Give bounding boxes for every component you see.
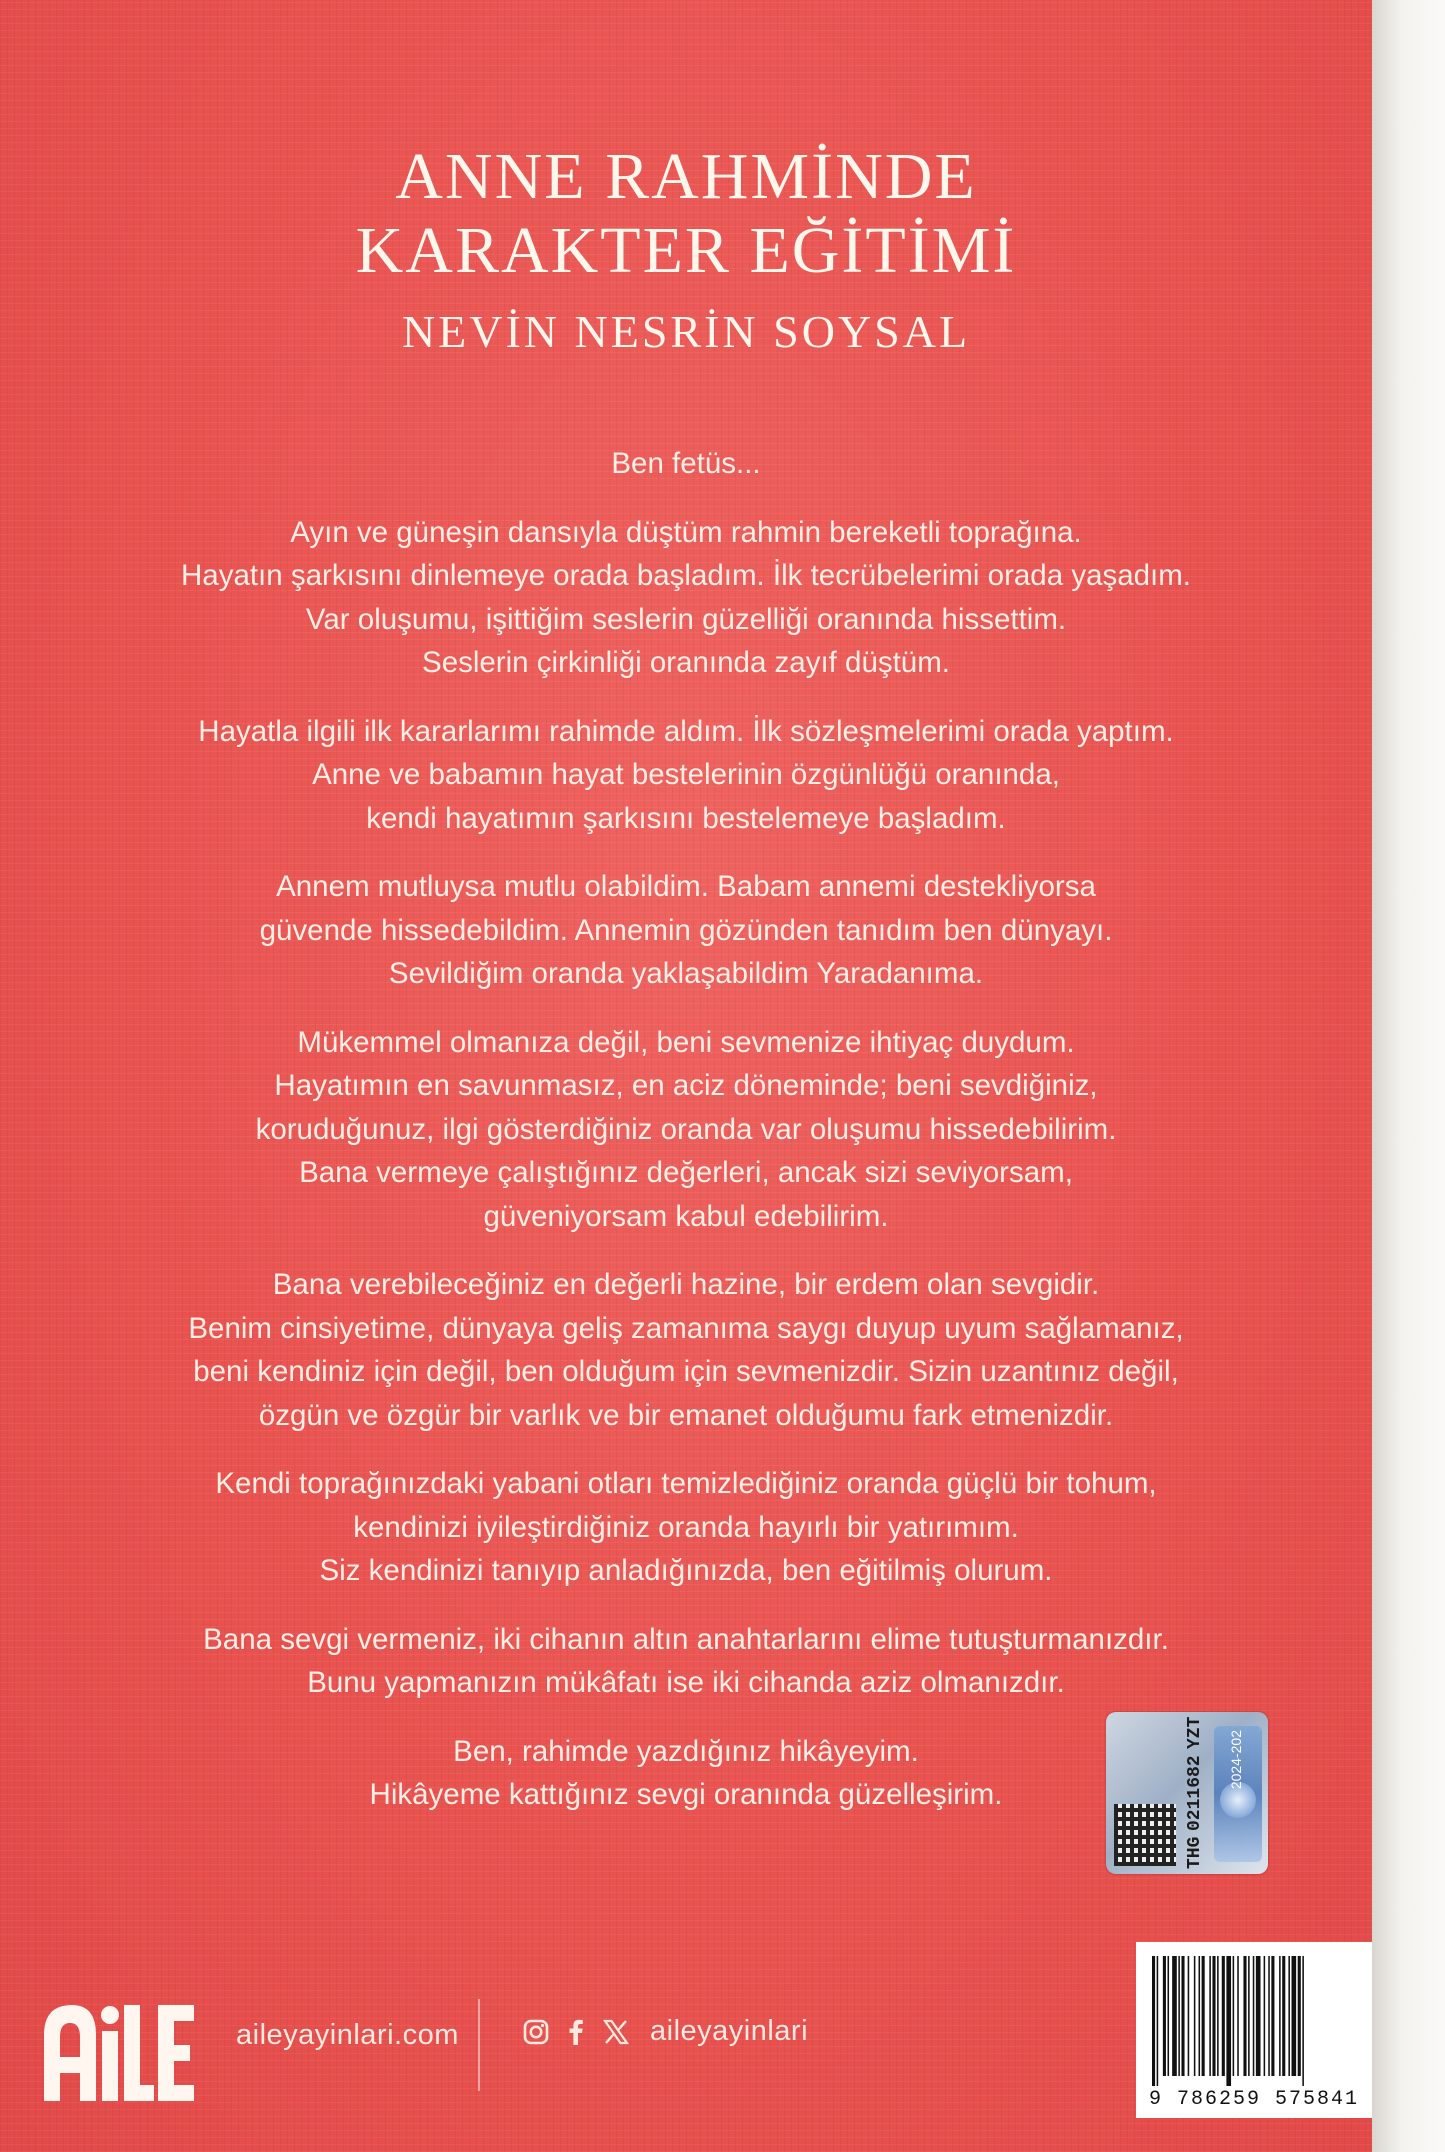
blurb-line: Bana verebileceğiniz en değerli hazine, bir erdem olan sevgidir. <box>272 1268 1100 1301</box>
barcode-bar <box>1271 1956 1274 2076</box>
instagram-icon[interactable] <box>522 2018 550 2046</box>
blurb-paragraph <box>0 1618 1372 1705</box>
blurb-paragraph <box>0 1263 1372 1437</box>
sticker-code-line-3: YZT <box>1185 1716 1205 1750</box>
barcode-bar <box>1226 1956 1231 2086</box>
isbn-number: 9 786259 575841 <box>1148 2088 1360 2111</box>
footer <box>0 1985 1136 2115</box>
barcode-bar <box>1282 1956 1285 2076</box>
blurb-line: Hayatla ilgili ilk kararlarımı rahimde aldım. İlk sözleşmelerimi orada yaptım. <box>198 714 1174 748</box>
blurb-paragraph <box>0 1021 1372 1239</box>
barcode-bar <box>1264 1956 1266 2076</box>
sticker-seal-text: 2024-202 <box>1228 1730 1244 1790</box>
blurb-line: Anne ve babamın hayat bestelerinin özgünlüğü oranında, <box>312 758 1060 791</box>
blurb-line: koruduğunuz, ilgi gösterdiğiniz oranda var oluşumu hissedebilirim. <box>255 1112 1117 1146</box>
aile-logo-icon <box>40 1995 196 2105</box>
blurb-line: Sevildiğim oranda yaklaşabildim Yaradanıma. <box>388 957 984 990</box>
blurb-paragraph <box>0 442 1372 486</box>
blurb-line: Annem mutluysa mutlu olabildim. Babam annemi destekliyorsa <box>276 870 1096 903</box>
barcode-bar <box>1298 1956 1301 2076</box>
barcode-bar <box>1172 1956 1177 2076</box>
blurb-line: Ben fetüs... <box>611 447 761 480</box>
blurb-paragraph <box>0 511 1372 685</box>
blurb-line: Hayatın şarkısını dinlemeye orada başladım. İlk tecrübelerimi orada yaşadım. <box>180 559 1191 592</box>
blurb-text <box>0 442 1372 1842</box>
barcode-bar <box>1188 1956 1190 2076</box>
blurb-line: Hayatımın en savunmasız, en aciz döneminde; beni sevdiğiniz, <box>274 1069 1098 1102</box>
barcode-bar <box>1222 1956 1225 2076</box>
barcode-bar <box>1233 1956 1235 2076</box>
blurb-line: güveniyorsam kabul edebilirim. <box>483 1199 889 1233</box>
barcode-bar <box>1209 1956 1211 2076</box>
barcode-bar <box>1253 1956 1255 2076</box>
barcode-bar <box>1212 1956 1215 2076</box>
barcode-bar <box>1181 1956 1184 2076</box>
blurb-line: kendi hayatımın şarkısını bestelemeye başladım. <box>366 801 1006 835</box>
barcode-bar <box>1202 1956 1205 2076</box>
barcode-bar <box>1248 1956 1250 2076</box>
blurb-line: Seslerin çirkinliği oranında zayıf düştüm. <box>422 646 950 679</box>
blurb-line: kendinizi iyileştirdiğiniz oranda hayırlı bir yatırımım. <box>353 1510 1019 1544</box>
blurb-line: Siz kendinizi tanıyıp anladığınızda, ben eğitilmiş olurum. <box>319 1554 1053 1587</box>
barcode-bar <box>1243 1956 1246 2076</box>
blurb-line: özgün ve özgür bir varlık ve bir emanet olduğumu fark etmenizdir. <box>258 1398 1114 1432</box>
barcode-bar <box>1199 1956 1201 2076</box>
blurb-line: Benim cinsiyetime, dünyaya geliş zamanıma saygı duyup uyum sağlamanız, <box>188 1311 1184 1345</box>
barcode-bar <box>1268 1956 1270 2076</box>
blurb-line: Kendi toprağınızdaki yabani otları temizlediğiniz oranda güçlü bir tohum, <box>215 1467 1157 1500</box>
blurb-paragraph <box>0 1462 1372 1593</box>
author-name: NEVİN NESRİN SOYSAL <box>401 306 971 357</box>
social-handle[interactable]: aileyayinlari <box>650 2015 809 2047</box>
blurb-line: Mükemmel olmanıza değil, beni sevmenize ihtiyaç duydum. <box>297 1025 1075 1059</box>
website-link[interactable]: aileyayinlari.com <box>236 2019 459 2051</box>
book-title-line-2: KARAKTER EĞİTİMİ <box>355 214 1017 287</box>
blurb-line: Bunu yapmanızın mükâfatı ise iki cihanda aziz olmanızdır. <box>307 1666 1065 1699</box>
qr-code-icon <box>1114 1804 1176 1866</box>
footer-divider <box>478 1999 480 2091</box>
barcode-bar <box>1302 1956 1304 2086</box>
social-links <box>522 2015 808 2048</box>
blurb-line: Var oluşumu, işittiğim seslerin güzelliği oranında hissettim. <box>305 602 1067 636</box>
hologram-sticker <box>1106 1712 1268 1874</box>
sticker-code <box>1180 1718 1210 1868</box>
barcode-bar <box>1157 1956 1159 2086</box>
page-edge <box>1372 0 1445 2152</box>
barcode-bar <box>1288 1956 1290 2076</box>
book-title-line-1: ANNE RAHMİNDE <box>395 140 977 213</box>
barcode-bar <box>1292 1956 1297 2076</box>
barcode-bar <box>1168 1956 1170 2076</box>
blurb-line: Ben, rahimde yazdığınız hikâyeyim. <box>453 1734 919 1768</box>
isbn-barcode <box>1136 1942 1372 2118</box>
blurb-line: Bana vermeye çalıştığınız değerleri, ancak sizi seviyorsam, <box>299 1156 1073 1189</box>
blurb-line: Ayın ve güneşin dansıyla düştüm rahmin bereketli toprağına. <box>290 515 1082 549</box>
facebook-icon[interactable] <box>562 2018 590 2046</box>
blurb-line: güvende hissedebildim. Annemin gözünden tanıdım ben dünyayı. <box>259 913 1113 947</box>
sticker-code-line-1: THG <box>1185 1836 1205 1870</box>
barcode-bar <box>1256 1956 1261 2076</box>
barcode-bar <box>1152 1956 1155 2086</box>
barcode-bar <box>1163 1956 1166 2076</box>
blurb-paragraph <box>0 865 1372 996</box>
barcode-bar <box>1194 1956 1196 2076</box>
barcode-bar <box>1217 1956 1219 2076</box>
sticker-code-line-2: 0211682 <box>1185 1755 1205 1831</box>
logo-text: AİLE <box>40 1995 43 1996</box>
blurb-line: Hikâyeme kattığınız sevgi oranında güzelleşirim. <box>369 1778 1003 1811</box>
blurb-line: beni kendiniz için değil, ben olduğum için sevmenizdir. Sizin uzantınız değil, <box>193 1355 1179 1388</box>
barcode-icon <box>1146 1956 1362 2086</box>
blurb-paragraph <box>0 710 1372 841</box>
barcode-bar <box>1237 1956 1239 2076</box>
barcode-bar <box>1279 1956 1281 2076</box>
blurb-line: Bana sevgi vermeniz, iki cihanın altın anahtarlarını elime tutuşturmanızdır. <box>203 1622 1169 1656</box>
barcode-bar <box>1178 1956 1180 2076</box>
title-block <box>0 140 1372 362</box>
x-icon[interactable] <box>602 2018 630 2046</box>
